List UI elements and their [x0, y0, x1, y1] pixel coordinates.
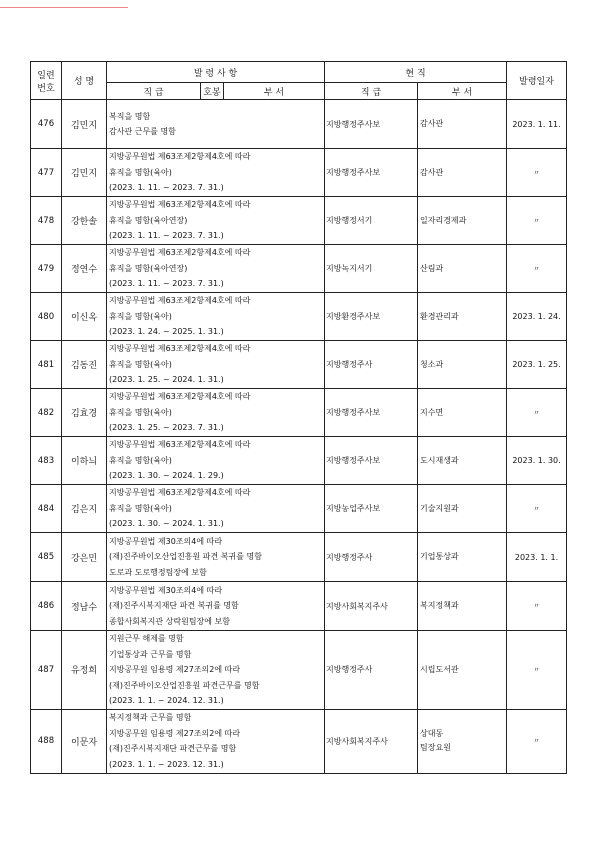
appointment-line: (2023. 1. 11. ~ 2023. 7. 31.): [109, 279, 224, 289]
current-grade-cell: 지방사회복지주사: [325, 582, 418, 631]
serial-number-cell: 487: [31, 631, 62, 710]
appointment-date-cell: 2023. 1. 11.: [507, 100, 567, 149]
name-cell: 김민지: [62, 100, 107, 149]
appointment-date-cell: 2023. 1. 1.: [507, 533, 567, 582]
dept-line: 상대동: [420, 729, 444, 738]
name-cell: 정남수: [62, 582, 107, 631]
current-dept-cell: [418, 100, 507, 149]
name-cell: 강은민: [62, 533, 107, 582]
table-row: [31, 709, 567, 773]
appointment-line: 지방공무원법 제30조의4에 따라: [109, 536, 223, 546]
appointment-detail-cell: [107, 149, 325, 197]
appointment-date-cell: 〃: [507, 245, 567, 293]
appointment-detail-cell: [107, 389, 325, 437]
name-cell: 김동진: [62, 341, 107, 389]
current-grade-cell: 지방행정주사보: [325, 100, 418, 149]
appointment-line: 지방공무원법 제63조제2항제4호에 따라: [109, 152, 251, 162]
appointment-line: 복직을 명함: [109, 111, 151, 121]
current-grade-cell: 지방환경주사보: [325, 293, 418, 341]
appointment-table: [30, 61, 567, 774]
table-row: [31, 485, 567, 533]
serial-number-cell: 479: [31, 245, 62, 293]
current-dept-cell: [418, 631, 507, 710]
appointment-line: 휴직을 명함(육아): [109, 407, 172, 417]
top-rule: [0, 7, 128, 8]
appointment-line: (재)진주바이오산업진흥원 파견 복귀를 명함: [109, 552, 262, 562]
table-row: [31, 631, 567, 710]
appointment-line: (2023. 1. 25. ~ 2023. 7. 31.): [109, 423, 224, 433]
serial-number-cell: 478: [31, 197, 62, 245]
appointment-date-cell: 〃: [507, 485, 567, 533]
appointment-detail-cell: [107, 293, 325, 341]
current-dept-cell: [418, 293, 507, 341]
name-cell: 정연수: [62, 245, 107, 293]
current-dept-cell: [418, 197, 507, 245]
appointment-detail-cell: [107, 245, 325, 293]
current-grade-cell: 지방사회복지주사: [325, 709, 418, 773]
current-dept-header: 부 서: [418, 83, 507, 100]
appointment-detail-cell: [107, 631, 325, 710]
appointment-detail-cell: [107, 437, 325, 485]
serial-number-cell: 476: [31, 100, 62, 149]
table-body: [31, 100, 567, 774]
dept-line: 환경관리과: [420, 311, 459, 321]
serial-number-cell: 480: [31, 293, 62, 341]
dept-line: 산림과: [420, 263, 444, 273]
current-grade-cell: 지방녹지서기: [325, 245, 418, 293]
dept-line: 도시재생과: [420, 455, 459, 465]
dept-line: 기술지원과: [420, 503, 459, 513]
appointment-line: (2023. 1. 30. ~ 2024. 1. 31.): [109, 519, 224, 529]
table-row: [31, 533, 567, 582]
table-row: [31, 389, 567, 437]
appointment-line: 종합사회복지관 상락원팀장에 보함: [109, 616, 231, 626]
current-grade-cell: 지방행정주사: [325, 631, 418, 710]
serial-number-cell: 477: [31, 149, 62, 197]
appointment-line: 감사관 근무를 명함: [109, 127, 176, 136]
serial-number-cell: 482: [31, 389, 62, 437]
appointment-date-cell: 〃: [507, 149, 567, 197]
appointment-date-cell: 〃: [507, 631, 567, 710]
name-cell: 이문자: [62, 709, 107, 773]
current-dept-cell: [418, 149, 507, 197]
current-dept-cell: [418, 437, 507, 485]
serial-number-cell: 485: [31, 533, 62, 582]
dept-line: 기업통상과: [420, 552, 459, 561]
appointment-date-cell: 〃: [507, 582, 567, 631]
appointment-detail-cell: [107, 341, 325, 389]
appointment-line: 휴직을 명함(육아): [109, 359, 172, 369]
appointment-line: 지방공무원법 제63조제2항제4호에 따라: [109, 200, 251, 210]
name-cell: 이하늬: [62, 437, 107, 485]
table-row: [31, 100, 567, 149]
name-cell: 강한솔: [62, 197, 107, 245]
name-cell: 유정희: [62, 631, 107, 710]
serial-number-cell: 483: [31, 437, 62, 485]
dept-line: 감사관: [420, 119, 444, 128]
current-dept-cell: [418, 485, 507, 533]
appointment-line: (2023. 1. 24. ~ 2025. 1. 31.): [109, 327, 224, 337]
appointment-detail-cell: [107, 197, 325, 245]
table-row: [31, 437, 567, 485]
dept-line: 복지정책과: [420, 601, 459, 610]
appointment-line: (2023. 1. 30. ~ 2024. 1. 29.): [109, 471, 224, 481]
table-row: [31, 293, 567, 341]
appointment-line: 지방공무원 임용령 제27조의2에 따라: [109, 665, 241, 674]
date-header: 발령일자: [507, 62, 567, 100]
appointment-line: 지원근무 해제를 명함: [109, 634, 184, 643]
name-header: 성 명: [62, 62, 107, 100]
current-grade-cell: 지방행정주사보: [325, 149, 418, 197]
appointment-line: 지방공무원법 제30조의4에 따라: [109, 585, 223, 595]
name-cell: 김은지: [62, 485, 107, 533]
appointment-line: (2023. 1. 11. ~ 2023. 7. 31.): [109, 231, 224, 241]
dept-line: 팀장요원: [420, 743, 451, 752]
dept-line: 일자리경제과: [420, 215, 467, 225]
appointment-line: (재)진주시복지재단 파견 복귀를 명함: [109, 601, 239, 611]
current-dept-cell: [418, 245, 507, 293]
appointment-detail-cell: [107, 582, 325, 631]
appointment-line: (재)진주시복지재단 파견근무를 명함: [109, 744, 237, 753]
appointment-date-cell: 2023. 1. 24.: [507, 293, 567, 341]
appointment-date-cell: 〃: [507, 197, 567, 245]
appointment-line: (2023. 1. 11. ~ 2023. 7. 31.): [109, 183, 224, 193]
table-row: [31, 197, 567, 245]
dept-line: 청소과: [420, 359, 444, 369]
current-position-header: 현 직: [325, 62, 507, 83]
appointment-line: 지방공무원법 제63조제2항제4호에 따라: [109, 440, 251, 450]
table-row: [31, 582, 567, 631]
table-row: [31, 245, 567, 293]
current-grade-header: 직 급: [325, 83, 418, 100]
appointment-line: 지방공무원법 제63조제2항제4호에 따라: [109, 296, 251, 306]
current-grade-cell: 지방행정주사: [325, 341, 418, 389]
appointment-detail-cell: [107, 100, 325, 149]
appointment-line: (2023. 1. 1. ~ 2023. 12. 31.): [109, 759, 224, 769]
current-dept-cell: [418, 341, 507, 389]
appointment-line: 지방공무원법 제63조제2항제4호에 따라: [109, 248, 251, 258]
appointment-line: 도로과 도로행정팀장에 보함: [109, 567, 207, 577]
dept-line: 지수면: [420, 407, 444, 417]
serial-number-cell: 481: [31, 341, 62, 389]
current-dept-cell: [418, 389, 507, 437]
grade-header: 직 급: [107, 83, 201, 100]
appointment-date-cell: 2023. 1. 30.: [507, 437, 567, 485]
appointment-line: 지방공무원법 제63조제2항제4호에 따라: [109, 488, 251, 498]
appointment-line: 휴직을 명함(육아): [109, 311, 172, 321]
serial-number-cell: 488: [31, 709, 62, 773]
dept-line: 시립도서관: [420, 664, 459, 674]
current-dept-cell: [418, 533, 507, 582]
name-cell: 이신옥: [62, 293, 107, 341]
appointment-header: 발 령 사 항: [107, 62, 325, 83]
dept-header: 부 서: [224, 83, 325, 100]
current-grade-cell: 지방행정서기: [325, 197, 418, 245]
appointment-line: 휴직을 명함(육아): [109, 503, 172, 513]
appointment-line: 지방공무원법 제63조제2항제4호에 따라: [109, 344, 251, 354]
current-grade-cell: 지방행정주사보: [325, 389, 418, 437]
appointment-line: 기업통상과 근무를 명함: [109, 649, 192, 659]
appointment-line: 휴직을 명함(육아): [109, 167, 172, 177]
appointment-detail-cell: [107, 533, 325, 582]
appointment-line: (2023. 1. 25. ~ 2024. 1. 31.): [109, 375, 224, 385]
post-header: 호봉: [201, 83, 224, 100]
table-row: [31, 341, 567, 389]
name-cell: 김민지: [62, 149, 107, 197]
appointment-line: 휴직을 명함(육아연장): [109, 263, 188, 273]
appointment-detail-cell: [107, 709, 325, 773]
current-grade-cell: 지방행정주사보: [325, 437, 418, 485]
appointment-date-cell: 〃: [507, 709, 567, 773]
appointment-detail-cell: [107, 485, 325, 533]
appointment-date-cell: 2023. 1. 25.: [507, 341, 567, 389]
appointment-date-cell: 〃: [507, 389, 567, 437]
appointment-line: 지방공무원법 제63조제2항제4호에 따라: [109, 392, 251, 402]
appointment-line: 지방공무원 임용령 제27조의2에 따라: [109, 728, 241, 738]
appointment-line: (2023. 1. 1. ~ 2024. 12. 31.): [109, 696, 224, 705]
dept-line: 감사관: [420, 167, 444, 177]
appointment-line: 휴직을 명함(육아연장): [109, 215, 188, 225]
current-dept-cell: [418, 709, 507, 773]
table-row: [31, 149, 567, 197]
current-dept-cell: [418, 582, 507, 631]
appointment-line: 복지정책과 근무를 명함: [109, 713, 192, 722]
appointment-line: (재)진주바이오산업진흥원 파견근무를 명함: [109, 680, 260, 690]
current-grade-cell: 지방농업주사보: [325, 485, 418, 533]
name-cell: 김효경: [62, 389, 107, 437]
serial-number-cell: 484: [31, 485, 62, 533]
serial-header: 일련 번호: [31, 62, 62, 100]
appointment-line: 휴직을 명함(육아): [109, 455, 172, 465]
current-grade-cell: 지방행정주사: [325, 533, 418, 582]
serial-number-cell: 486: [31, 582, 62, 631]
